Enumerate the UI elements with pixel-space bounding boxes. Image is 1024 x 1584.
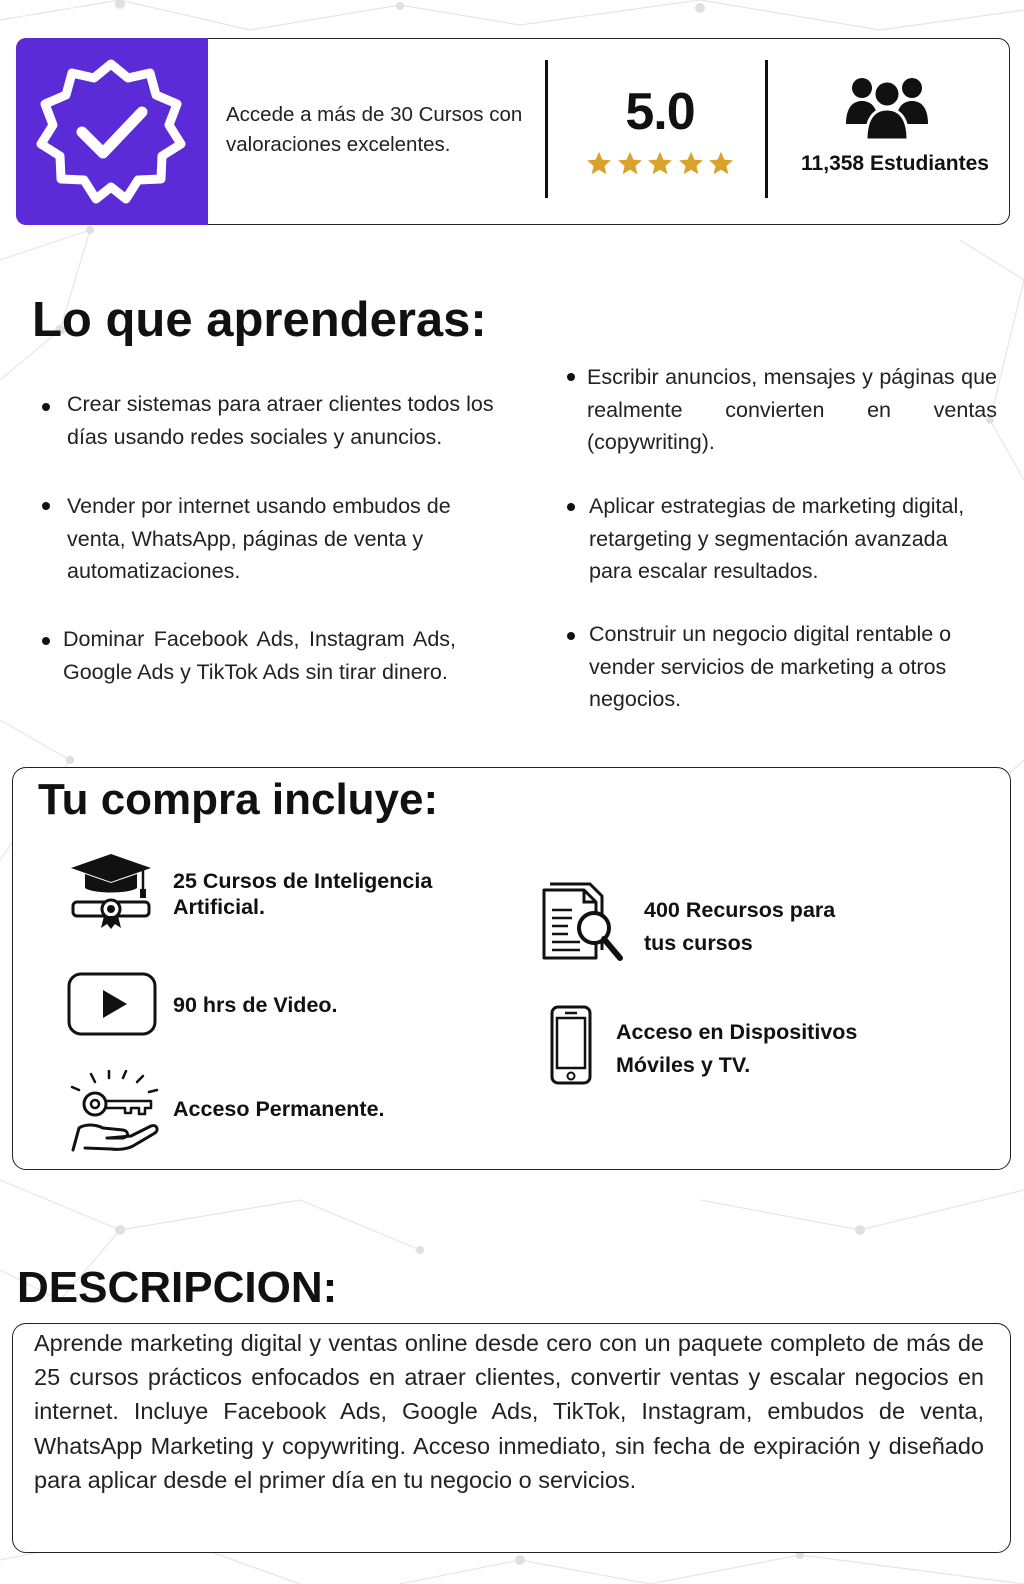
star-icon [616,150,644,177]
verified-badge-icon [36,56,186,206]
star-icon [646,150,674,177]
include-label: 90 hrs de Video. [173,993,338,1017]
play-video-icon [67,972,157,1036]
include-label: Acceso Permanente. [173,1097,385,1121]
learn-item: Crear sistemas para atraer clientes todos los días usando redes sociales y anuncios. [67,392,494,449]
includes-section-title: Tu compra incluye: [38,775,439,824]
bullet [567,632,575,640]
description-text: Aprende marketing digital y ventas online desde cero con un paquete completo de más de 25 cursos prácticos enfocados en atraer clientes, convertir ventas y escalar negocios en internet. Incluye Facebook Ads, Google Ads, TikTok, Instagram, embudos de venta, WhatsApp Marketing y copywriting. Acceso inmediato, sin fecha de expiración y diseñado para aplicar desde el primer día en tu negocio o servicios. [34,1330,984,1493]
divider [765,60,768,198]
learn-item: Construir un negocio digital rentable o vender servicios de marketing a otros negocios. [589,622,952,711]
rating-value: 5.0 [625,83,695,141]
star-icon [707,150,735,177]
bullet [567,373,575,381]
verified-badge-box [16,38,208,225]
intro-text: Accede a más de 30 Cursos con valoraciones excelentes. [226,103,523,156]
bullet [42,403,50,411]
document-search-icon [538,880,628,964]
include-label: 400 Recursos para tus cursos [644,898,836,955]
learn-item: Vender por internet usando embudos de venta, WhatsApp, páginas de venta y automatizaciones. [67,494,451,583]
star-icon [677,150,705,177]
bullet [42,502,50,510]
rating-stars [585,150,735,177]
bullet [567,503,575,511]
star-icon [585,150,613,177]
learn-item: Aplicar estrategias de marketing digital, retargeting y segmentación avanzada para escalar resultados. [589,494,965,583]
learn-item: Escribir anuncios, mensajes y páginas que realmente convierten en ventas (copywriting). [587,365,997,454]
graduation-cap-icon [69,852,153,932]
include-label: Acceso en Dispositivos Móviles y TV. [616,1020,858,1077]
includes-card [12,767,1011,1170]
divider [545,60,548,198]
smartphone-icon [550,1005,594,1087]
students-group-icon [846,74,928,140]
students-count: 11,358 Estudiantes [801,152,989,175]
include-label: 25 Cursos de Inteligencia Artificial. [173,869,433,919]
key-hand-icon [69,1070,161,1152]
learn-item: Dominar Facebook Ads, Instagram Ads, Google Ads y TikTok Ads sin tirar dinero. [63,627,456,684]
bullet [42,637,50,645]
learn-section-title: Lo que aprenderas: [32,293,487,347]
description-section-title: DESCRIPCION: [17,1263,338,1312]
